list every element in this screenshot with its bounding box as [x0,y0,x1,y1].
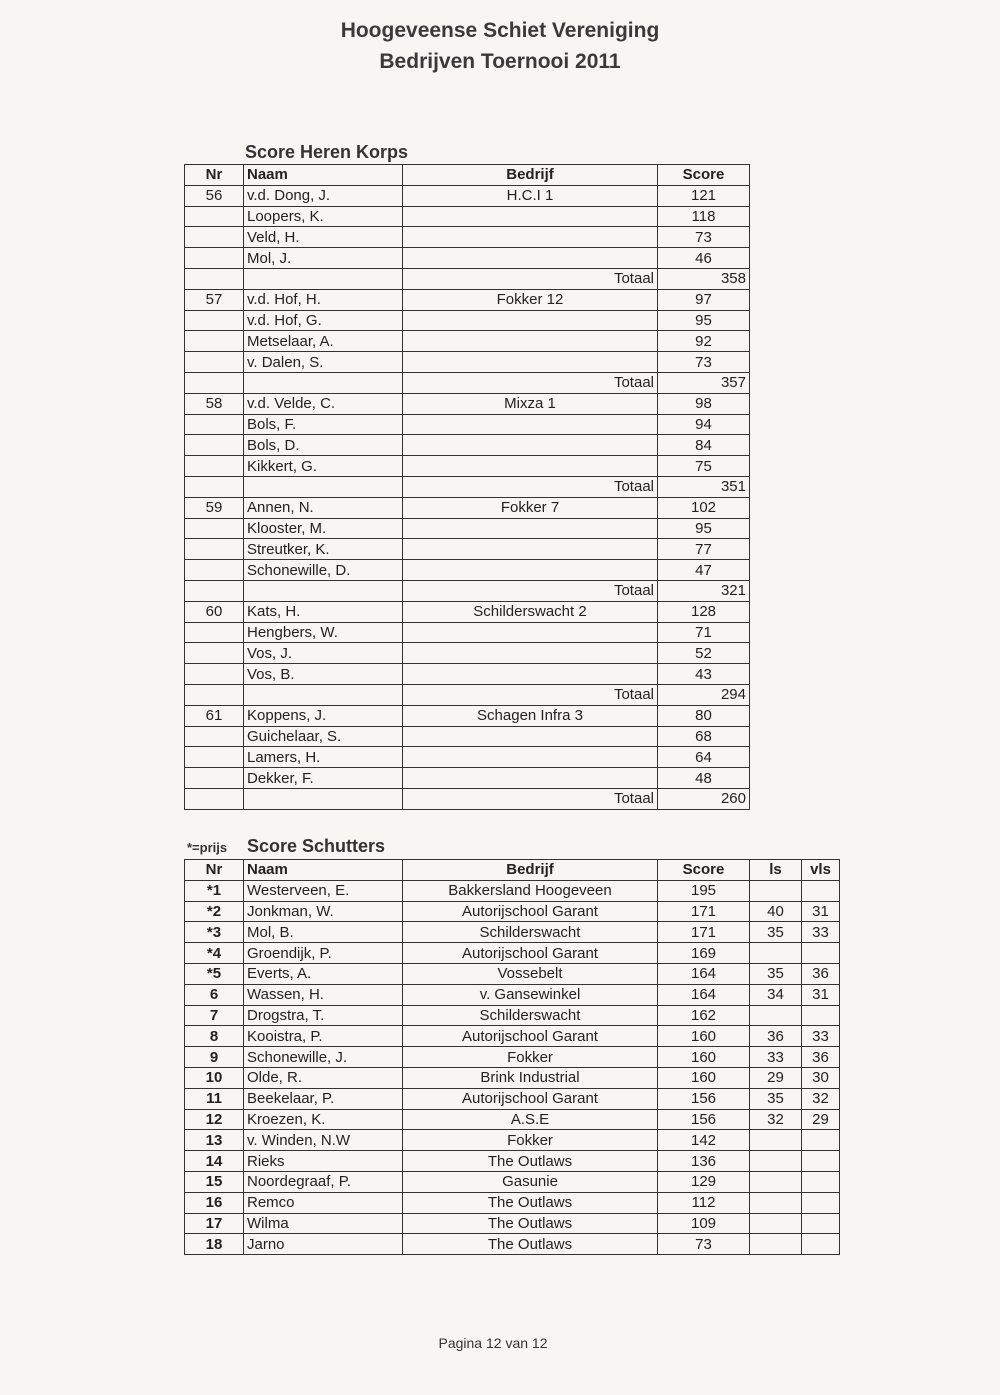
schutter-score: 112 [658,1192,750,1213]
member-score: 48 [658,768,750,789]
schutters-section-title: Score Schutters [247,836,386,856]
member-naam: Annen, N. [244,497,403,518]
totaal-label: Totaal [403,372,658,393]
member-score: 94 [658,414,750,435]
schutter-row [185,901,840,922]
member-score: 68 [658,726,750,747]
schutter-score: 162 [658,1005,750,1026]
korps-member-row [185,497,750,518]
korps-member-row [185,206,750,227]
member-score: 80 [658,705,750,726]
schutter-naam: Rieks [244,1151,403,1172]
schutter-bedrijf: Fokker [403,1130,658,1151]
team-bedrijf: H.C.I 1 [403,185,658,206]
schutter-bedrijf: The Outlaws [403,1151,658,1172]
korps-member-row [185,227,750,248]
schutter-row [185,963,840,984]
schutter-vls [802,1130,840,1151]
team-nr [185,560,244,581]
korps-totaal-row [185,684,750,705]
schutter-score: 195 [658,880,750,901]
member-score: 75 [658,456,750,477]
team-bedrijf [403,310,658,331]
member-score: 98 [658,393,750,414]
schutter-nr: 8 [185,1026,244,1047]
member-naam: Kats, H. [244,601,403,622]
totaal-label: Totaal [403,788,658,809]
totaal-empty-naam [244,372,403,393]
schutter-score: 73 [658,1234,750,1255]
schutter-vls [802,943,840,964]
schutter-naam: Everts, A. [244,963,403,984]
schutter-nr: *3 [185,922,244,943]
document-subtitle: Bedrijven Toernooi 2011 [379,50,621,73]
korps-member-row [185,414,750,435]
schutter-row [185,1171,840,1192]
schutter-nr: 13 [185,1130,244,1151]
schutter-ls: 35 [750,1088,802,1109]
schutter-ls: 29 [750,1067,802,1088]
korps-table [184,164,750,810]
member-score: 118 [658,206,750,227]
team-bedrijf [403,456,658,477]
team-nr [185,622,244,643]
team-nr [185,352,244,373]
team-nr [185,414,244,435]
korps-totaal-row [185,580,750,601]
schutter-ls [750,1234,802,1255]
team-totaal: 357 [658,372,750,393]
totaal-empty-nr [185,788,244,809]
korps-member-row [185,560,750,581]
schutter-ls [750,1130,802,1151]
team-bedrijf [403,622,658,643]
schutter-ls: 33 [750,1047,802,1068]
schutter-ls [750,1192,802,1213]
schutter-vls [802,1192,840,1213]
schutter-vls: 30 [802,1067,840,1088]
schutter-ls [750,1171,802,1192]
korps-member-row [185,352,750,373]
team-nr: 56 [185,185,244,206]
member-naam: Lamers, H. [244,747,403,768]
schutter-naam: Drogstra, T. [244,1005,403,1026]
korps-member-row [185,643,750,664]
team-bedrijf [403,768,658,789]
document-title: Hoogeveense Schiet Vereniging [340,19,660,42]
korps-member-row [185,726,750,747]
schutter-naam: Wassen, H. [244,984,403,1005]
member-naam: Vos, B. [244,664,403,685]
schutter-row [185,984,840,1005]
totaal-empty-naam [244,268,403,289]
team-bedrijf: Fokker 12 [403,289,658,310]
member-score: 92 [658,331,750,352]
schutter-nr: 11 [185,1088,244,1109]
team-nr: 60 [185,601,244,622]
schutters-header-ls: ls [750,860,802,881]
schutter-score: 136 [658,1151,750,1172]
korps-totaal-row [185,476,750,497]
schutter-row [185,1109,840,1130]
schutter-bedrijf: A.S.E [403,1109,658,1130]
schutter-nr: *2 [185,901,244,922]
team-nr [185,227,244,248]
member-score: 128 [658,601,750,622]
totaal-empty-naam [244,476,403,497]
team-bedrijf [403,248,658,269]
totaal-label: Totaal [403,476,658,497]
member-score: 52 [658,643,750,664]
schutter-ls: 36 [750,1026,802,1047]
schutter-bedrijf: Schilderswacht [403,922,658,943]
team-bedrijf [403,414,658,435]
member-naam: Vos, J. [244,643,403,664]
schutter-vls: 31 [802,901,840,922]
schutter-nr: 6 [185,984,244,1005]
member-naam: Schonewille, D. [244,560,403,581]
member-score: 77 [658,539,750,560]
totaal-empty-nr [185,580,244,601]
team-bedrijf: Schilderswacht 2 [403,601,658,622]
schutter-nr: *4 [185,943,244,964]
team-bedrijf [403,352,658,373]
team-nr [185,747,244,768]
team-nr [185,456,244,477]
member-score: 47 [658,560,750,581]
team-nr [185,768,244,789]
member-score: 73 [658,227,750,248]
totaal-label: Totaal [403,580,658,601]
schutter-nr: 15 [185,1171,244,1192]
schutter-naam: Jonkman, W. [244,901,403,922]
korps-member-row [185,435,750,456]
schutter-ls: 35 [750,963,802,984]
schutter-naam: Kroezen, K. [244,1109,403,1130]
schutter-vls [802,1171,840,1192]
team-totaal: 294 [658,684,750,705]
team-bedrijf [403,518,658,539]
schutter-vls: 33 [802,1026,840,1047]
korps-header-score: Score [658,165,750,186]
schutter-vls: 36 [802,1047,840,1068]
korps-member-row [185,456,750,477]
schutter-naam: Wilma [244,1213,403,1234]
member-naam: Streutker, K. [244,539,403,560]
member-score: 95 [658,518,750,539]
team-nr [185,331,244,352]
schutter-nr: *1 [185,880,244,901]
team-bedrijf [403,227,658,248]
korps-member-row [185,518,750,539]
korps-member-row [185,331,750,352]
schutter-score: 164 [658,984,750,1005]
korps-totaal-row [185,788,750,809]
member-naam: v. Dalen, S. [244,352,403,373]
schutter-row [185,1130,840,1151]
schutter-naam: Jarno [244,1234,403,1255]
team-bedrijf [403,726,658,747]
schutter-naam: Remco [244,1192,403,1213]
team-nr [185,206,244,227]
team-nr [185,248,244,269]
team-nr [185,643,244,664]
totaal-empty-nr [185,684,244,705]
korps-totaal-row [185,372,750,393]
schutter-vls [802,880,840,901]
team-bedrijf [403,539,658,560]
schutter-bedrijf: Fokker [403,1047,658,1068]
schutter-row [185,1192,840,1213]
schutter-ls: 32 [750,1109,802,1130]
member-naam: Mol, J. [244,248,403,269]
team-nr [185,726,244,747]
schutter-nr: 14 [185,1151,244,1172]
schutter-score: 156 [658,1088,750,1109]
korps-member-row [185,185,750,206]
schutter-vls: 29 [802,1109,840,1130]
korps-member-row [185,393,750,414]
team-bedrijf: Mixza 1 [403,393,658,414]
schutter-vls: 31 [802,984,840,1005]
schutter-ls: 34 [750,984,802,1005]
schutter-vls: 33 [802,922,840,943]
korps-header-bedrijf: Bedrijf [403,165,658,186]
schutter-ls [750,880,802,901]
korps-totaal-row [185,268,750,289]
team-nr [185,435,244,456]
member-naam: v.d. Hof, H. [244,289,403,310]
schutter-vls: 32 [802,1088,840,1109]
member-naam: v.d. Hof, G. [244,310,403,331]
member-score: 84 [658,435,750,456]
schutter-score: 169 [658,943,750,964]
korps-member-row [185,664,750,685]
schutter-vls [802,1005,840,1026]
totaal-empty-naam [244,788,403,809]
schutters-header-nr: Nr [185,860,244,881]
member-score: 64 [658,747,750,768]
totaal-empty-nr [185,268,244,289]
schutters-header-score: Score [658,860,750,881]
schutter-bedrijf: Gasunie [403,1171,658,1192]
totaal-label: Totaal [403,684,658,705]
totaal-label: Totaal [403,268,658,289]
schutter-bedrijf: Brink Industrial [403,1067,658,1088]
team-nr: 57 [185,289,244,310]
schutter-vls: 36 [802,963,840,984]
schutter-vls [802,1213,840,1234]
member-naam: Dekker, F. [244,768,403,789]
schutter-ls: 40 [750,901,802,922]
totaal-empty-nr [185,372,244,393]
schutter-nr: 16 [185,1192,244,1213]
korps-header-naam: Naam [244,165,403,186]
team-nr: 58 [185,393,244,414]
team-nr: 61 [185,705,244,726]
schutter-score: 160 [658,1067,750,1088]
korps-member-row [185,539,750,560]
member-naam: v.d. Velde, C. [244,393,403,414]
totaal-empty-nr [185,476,244,497]
member-score: 73 [658,352,750,373]
team-bedrijf [403,560,658,581]
korps-member-row [185,768,750,789]
schutter-row [185,1088,840,1109]
korps-member-row [185,248,750,269]
schutters-table [184,859,840,1255]
schutter-score: 171 [658,901,750,922]
member-naam: Hengbers, W. [244,622,403,643]
totaal-empty-naam [244,684,403,705]
schutter-bedrijf: Vossebelt [403,963,658,984]
team-bedrijf [403,643,658,664]
member-naam: Metselaar, A. [244,331,403,352]
schutter-naam: Groendijk, P. [244,943,403,964]
team-totaal: 260 [658,788,750,809]
team-nr [185,539,244,560]
korps-member-row [185,601,750,622]
schutter-naam: Olde, R. [244,1067,403,1088]
schutter-nr: 18 [185,1234,244,1255]
schutter-row [185,1026,840,1047]
team-totaal: 321 [658,580,750,601]
member-naam: Kikkert, G. [244,456,403,477]
team-bedrijf [403,331,658,352]
team-bedrijf: Schagen Infra 3 [403,705,658,726]
schutter-score: 160 [658,1026,750,1047]
schutters-header-vls: vls [802,860,840,881]
schutter-vls [802,1234,840,1255]
korps-section-title: Score Heren Korps [245,142,409,162]
schutter-score: 171 [658,922,750,943]
schutter-ls [750,1151,802,1172]
page-footer: Pagina 12 van 12 [438,1335,548,1351]
schutter-ls [750,943,802,964]
schutter-row [185,1047,840,1068]
schutter-ls: 35 [750,922,802,943]
korps-header-row [185,165,750,186]
korps-member-row [185,622,750,643]
member-score: 46 [658,248,750,269]
team-nr [185,518,244,539]
schutter-bedrijf: v. Gansewinkel [403,984,658,1005]
member-naam: v.d. Dong, J. [244,185,403,206]
team-totaal: 358 [658,268,750,289]
korps-member-row [185,310,750,331]
member-naam: Loopers, K. [244,206,403,227]
team-bedrijf: Fokker 7 [403,497,658,518]
schutter-score: 142 [658,1130,750,1151]
team-nr: 59 [185,497,244,518]
schutter-score: 156 [658,1109,750,1130]
team-nr [185,310,244,331]
schutter-vls [802,1151,840,1172]
schutter-row [185,1005,840,1026]
schutter-bedrijf: The Outlaws [403,1213,658,1234]
schutter-naam: Beekelaar, P. [244,1088,403,1109]
schutter-naam: Schonewille, J. [244,1047,403,1068]
team-nr [185,664,244,685]
member-score: 97 [658,289,750,310]
schutter-row [185,1234,840,1255]
schutters-header-bedrijf: Bedrijf [403,860,658,881]
schutter-naam: Kooistra, P. [244,1026,403,1047]
schutter-ls [750,1213,802,1234]
schutter-bedrijf: The Outlaws [403,1192,658,1213]
team-bedrijf [403,747,658,768]
schutter-nr: 9 [185,1047,244,1068]
schutter-naam: v. Winden, N.W [244,1130,403,1151]
team-bedrijf [403,664,658,685]
schutter-score: 164 [658,963,750,984]
schutter-bedrijf: Autorijschool Garant [403,901,658,922]
member-score: 121 [658,185,750,206]
korps-member-row [185,705,750,726]
schutter-bedrijf: Autorijschool Garant [403,1088,658,1109]
member-naam: Klooster, M. [244,518,403,539]
schutter-row [185,1067,840,1088]
schutter-naam: Noordegraaf, P. [244,1171,403,1192]
schutter-row [185,922,840,943]
schutter-nr: 10 [185,1067,244,1088]
schutter-bedrijf: Schilderswacht [403,1005,658,1026]
schutter-score: 109 [658,1213,750,1234]
member-naam: Veld, H. [244,227,403,248]
member-score: 102 [658,497,750,518]
schutter-row [185,1213,840,1234]
schutter-row [185,880,840,901]
member-naam: Bols, D. [244,435,403,456]
schutter-row [185,943,840,964]
member-score: 71 [658,622,750,643]
korps-header-nr: Nr [185,165,244,186]
member-naam: Bols, F. [244,414,403,435]
schutter-ls [750,1005,802,1026]
member-naam: Koppens, J. [244,705,403,726]
team-totaal: 351 [658,476,750,497]
schutter-bedrijf: Autorijschool Garant [403,1026,658,1047]
schutter-bedrijf: The Outlaws [403,1234,658,1255]
schutter-row [185,1151,840,1172]
schutter-nr: 7 [185,1005,244,1026]
schutters-header-row [185,860,840,881]
schutter-bedrijf: Bakkersland Hoogeveen [403,880,658,901]
schutter-bedrijf: Autorijschool Garant [403,943,658,964]
korps-member-row [185,289,750,310]
schutter-nr: 12 [185,1109,244,1130]
schutter-naam: Mol, B. [244,922,403,943]
schutter-nr: *5 [185,963,244,984]
schutters-header-naam: Naam [244,860,403,881]
team-bedrijf [403,206,658,227]
schutter-score: 129 [658,1171,750,1192]
schutter-naam: Westerveen, E. [244,880,403,901]
schutter-score: 160 [658,1047,750,1068]
totaal-empty-naam [244,580,403,601]
member-naam: Guichelaar, S. [244,726,403,747]
member-score: 95 [658,310,750,331]
member-score: 43 [658,664,750,685]
team-bedrijf [403,435,658,456]
schutter-nr: 17 [185,1213,244,1234]
korps-member-row [185,747,750,768]
prijs-note: *=prijs [187,840,228,855]
